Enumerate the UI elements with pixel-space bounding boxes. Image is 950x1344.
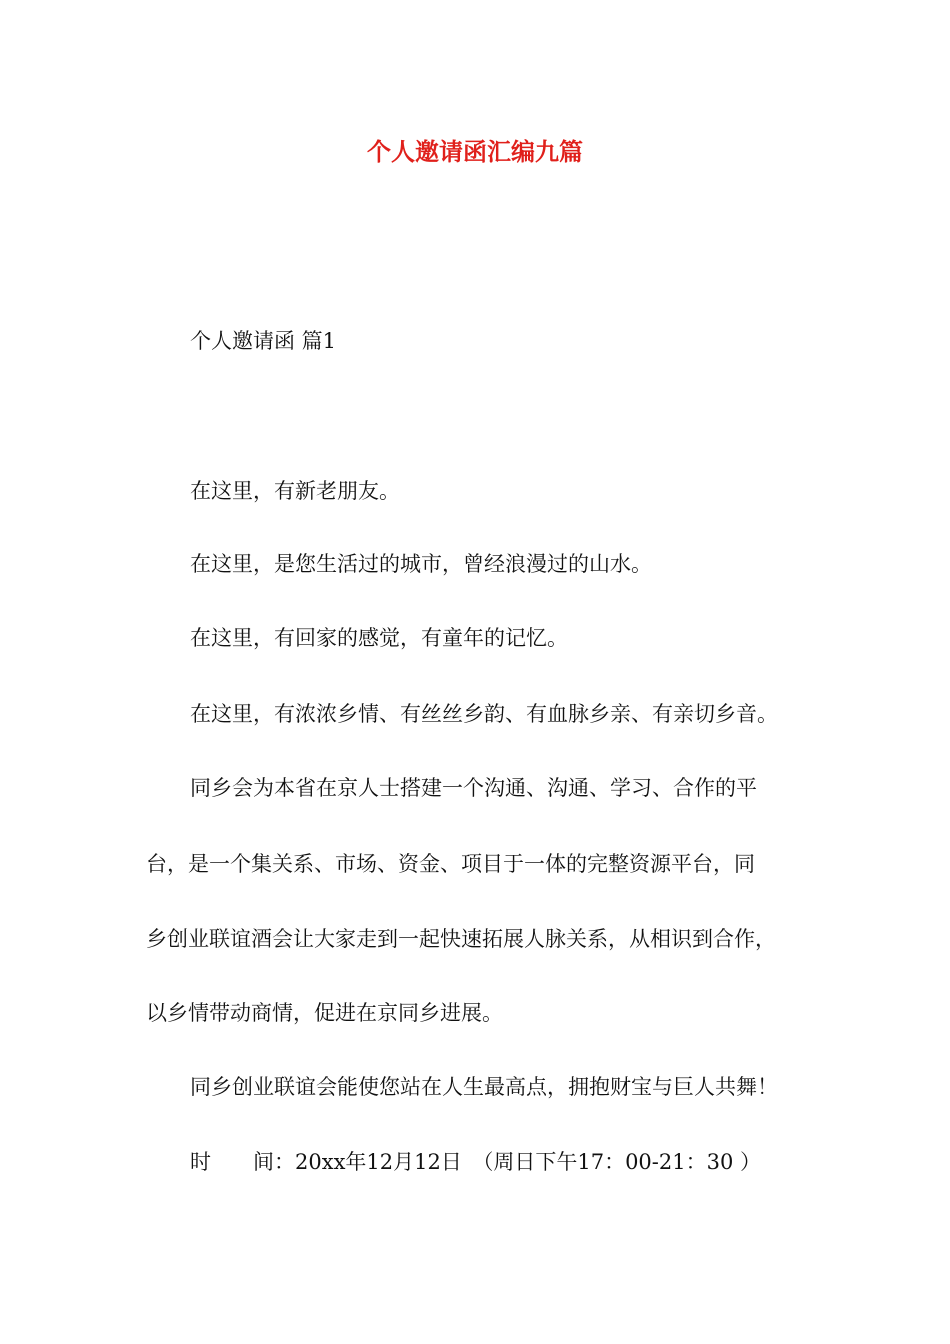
event-time xyxy=(190,1147,761,1177)
paragraph-4: 在这里，有浓浓乡情、有丝丝乡韵、有血脉乡亲、有亲切乡音。 xyxy=(190,702,778,726)
paragraph-5-line-3: 乡创业联谊酒会让大家走到一起快速拓展人脉关系，从相识到合作， xyxy=(146,927,776,951)
paragraph-5-line-1: 同乡会为本省在京人士搭建一个沟通、沟通、学习、合作的平 xyxy=(190,776,757,800)
event-time-label: 时 间： xyxy=(190,1150,295,1174)
paragraph-5-line-4: 以乡情带动商情，促进在京同乡进展。 xyxy=(146,1001,503,1025)
paragraph-2: 在这里，是您生活过的城市，曾经浪漫过的山水。 xyxy=(190,552,652,576)
closing-paragraph: 同乡创业联谊会能使您站在人生最高点，拥抱财宝与巨人共舞！ xyxy=(190,1075,778,1099)
paragraph-1: 在这里，有新老朋友。 xyxy=(190,479,400,503)
event-time-value: 20xx年12月12日 （周日下午17：00-21：30 ） xyxy=(295,1150,762,1174)
paragraph-3: 在这里，有回家的感觉，有童年的记忆。 xyxy=(190,626,568,650)
paragraph-5-line-2: 台，是一个集关系、市场、资金、项目于一体的完整资源平台，同 xyxy=(146,852,755,876)
section-heading: 个人邀请函 篇1 xyxy=(190,329,337,353)
document-title: 个人邀请函汇编九篇 xyxy=(367,138,583,166)
